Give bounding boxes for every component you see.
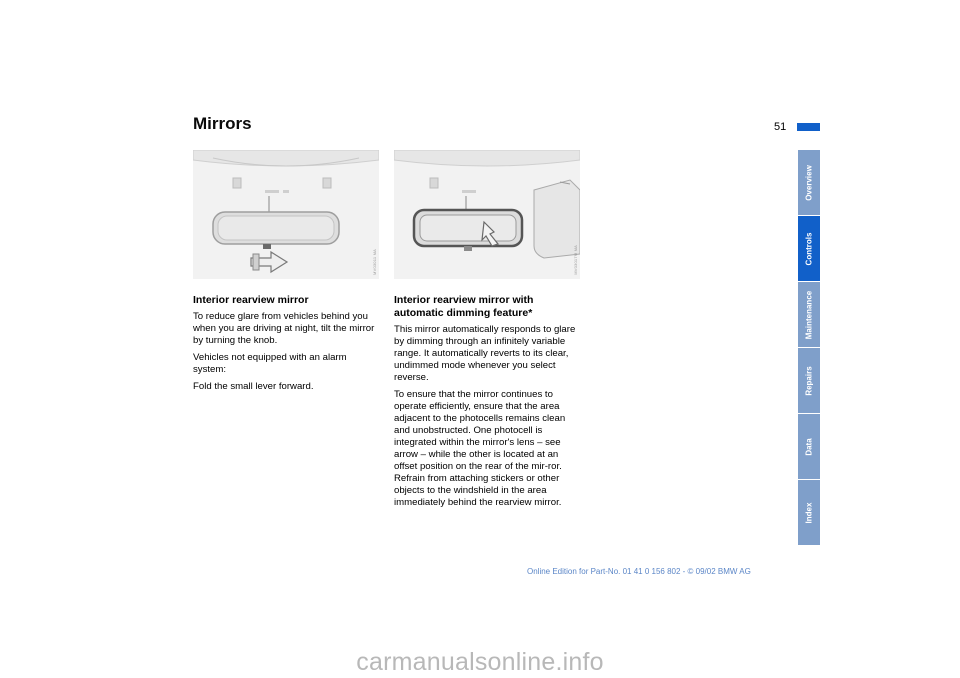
section-tabs bbox=[798, 150, 820, 546]
tab-controls[interactable] bbox=[798, 216, 820, 281]
page-title: Mirrors bbox=[193, 114, 252, 133]
paragraph: Vehicles not equipped with an alarm system: bbox=[193, 352, 347, 375]
tab-overview[interactable] bbox=[798, 150, 820, 215]
figure-code: MV03017M MA bbox=[573, 245, 578, 275]
tab-label: Index bbox=[804, 502, 814, 523]
section-heading: Interior rearview mirror with automatic dimming feature* bbox=[394, 294, 534, 319]
page-number: 51 bbox=[774, 121, 787, 133]
tab-index[interactable] bbox=[798, 480, 820, 545]
tab-data[interactable] bbox=[798, 414, 820, 479]
figure-code: MV03011 MA bbox=[372, 249, 377, 275]
watermark: carmanualsonline.info bbox=[356, 648, 604, 676]
paragraph: To reduce glare from vehicles behind you when you are driving at night, tilt the mirror by turning the knob. bbox=[193, 311, 375, 346]
tab-label: Data bbox=[804, 437, 814, 456]
section-heading: Interior rearview mirror bbox=[193, 294, 309, 306]
footer-edition-note: Online Edition for Part-No. 01 41 0 156 802 - © 09/02 BMW AG bbox=[527, 567, 751, 576]
paragraph: Fold the small lever forward. bbox=[193, 381, 314, 392]
tab-maintenance[interactable] bbox=[798, 282, 820, 347]
tab-label: Maintenance bbox=[804, 290, 814, 339]
tab-repairs[interactable] bbox=[798, 348, 820, 413]
section-auto-dimming-mirror bbox=[394, 294, 580, 514]
tab-label: Overview bbox=[804, 164, 814, 201]
section-interior-rearview-mirror bbox=[193, 294, 379, 398]
paragraph: This mirror automatically responds to glare by dimming through an infinitely variable range. It automatically reverts to its clear, undimmed mode whenever you select reverse. bbox=[394, 324, 576, 383]
figure-rearview-mirror-knob bbox=[193, 150, 379, 279]
tab-label: Controls bbox=[804, 232, 814, 265]
page-number-marker bbox=[797, 123, 820, 131]
paragraph: To ensure that the mirror continues to operate efficiently, ensure that the area adjacent to the photocells remains clean and unobstructed. One photocell is integrated within the mirror's lens – see arrow – while the other is located at an offset position on the rear of the mir-ror. Refrain from attaching stickers or other objects to the windshield in the area immediately behind the rearview mirror. bbox=[394, 389, 566, 508]
tab-label: Repairs bbox=[804, 365, 814, 396]
figure-auto-dimming-mirror bbox=[394, 150, 580, 279]
